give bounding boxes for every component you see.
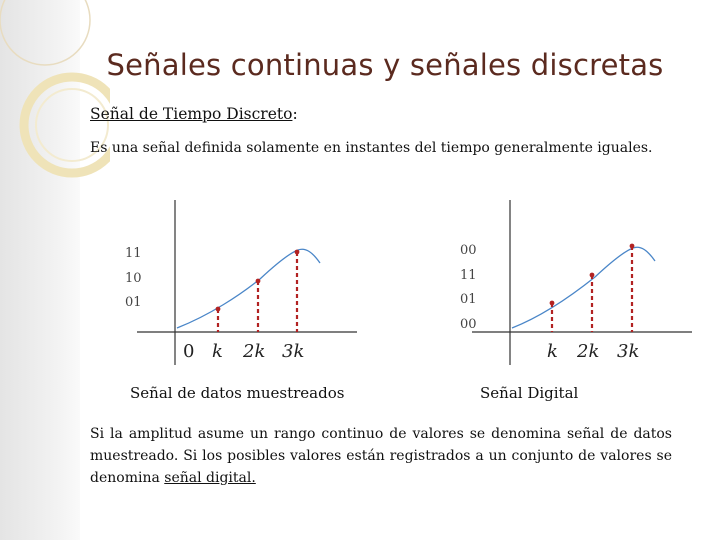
decorative-circles xyxy=(0,0,110,200)
y-tick-label: 01 xyxy=(460,292,477,307)
x-tick-label: 3k xyxy=(282,341,305,362)
sample-point xyxy=(216,307,221,312)
heading-colon: : xyxy=(292,105,298,123)
sample-point xyxy=(590,273,595,278)
x-tick-label: 2k xyxy=(577,341,600,362)
heading-text: Señal de Tiempo Discreto xyxy=(90,105,293,123)
sample-point xyxy=(295,250,300,255)
x-tick-label: 3k xyxy=(617,341,640,362)
sampled-signal-figure xyxy=(120,195,370,370)
y-tick-label: 00 xyxy=(460,317,477,332)
slide-title: Señales continuas y señales discretas xyxy=(106,48,664,82)
y-tick-label: 11 xyxy=(125,246,142,261)
digital-signal-term: señal digital. xyxy=(164,470,256,486)
x-tick-label: 2k xyxy=(243,341,266,362)
sample-point xyxy=(550,301,555,306)
analog-curve xyxy=(512,247,655,328)
explanation-paragraph xyxy=(90,423,672,489)
intro-text: Es una señal definida solamente en instantes del tiempo generalmente iguales. xyxy=(90,140,653,156)
x-tick-label: k xyxy=(212,341,223,362)
x-tick-label: 0 xyxy=(183,341,195,362)
y-tick-label: 11 xyxy=(460,268,477,283)
analog-curve xyxy=(177,249,320,328)
right-figure-caption: Señal Digital xyxy=(480,384,579,402)
x-tick-label: k xyxy=(547,341,558,362)
y-tick-label: 10 xyxy=(125,271,142,286)
digital-signal-figure xyxy=(455,195,700,370)
y-tick-label: 01 xyxy=(125,295,142,310)
section-heading xyxy=(90,105,298,123)
paragraph-text: Si la amplitud asume un rango continuo de valores se denomina señal de datos muestreado. Si los posibles valores están registrados a un conjunto de valores se denomina xyxy=(90,426,672,486)
left-figure-caption: Señal de datos muestreados xyxy=(130,384,345,402)
sample-point xyxy=(256,279,261,284)
sample-point xyxy=(630,244,635,249)
y-tick-label: 00 xyxy=(460,243,477,258)
